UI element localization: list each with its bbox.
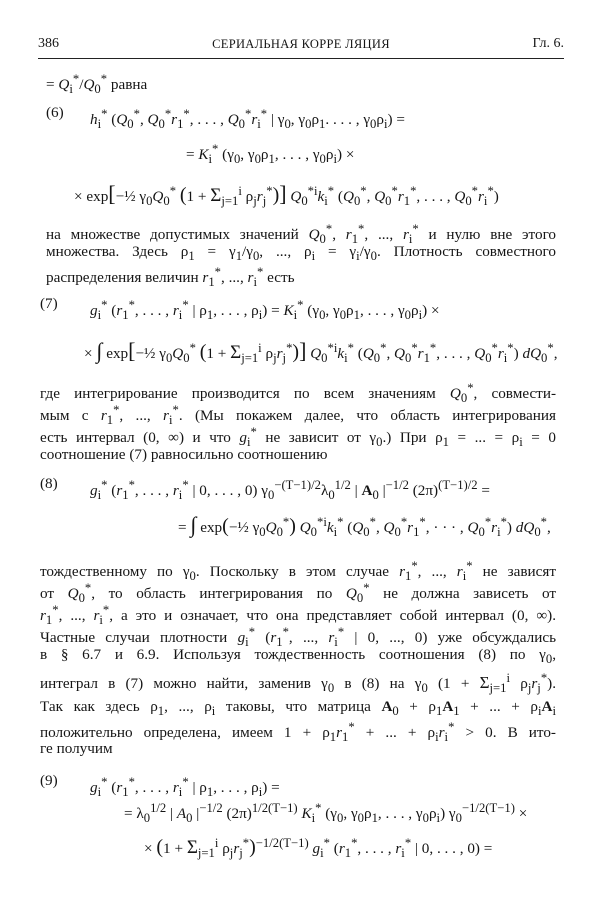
lead-fragment: = $Q_i^*/Q_0^*$ равна bbox=[46, 72, 148, 97]
text-line: в § 6.7 и 6.9. Используя тождественность соотношения (8) по $\gamma_0$, bbox=[40, 646, 556, 667]
equation-9-line-1: $g_i^*$ ($r_1^*$, . . . , $r_i^*$ | $\rho_1$, . . . , $\rho_i$) = bbox=[90, 775, 280, 800]
text-line: мым с $r_1^*$, ..., $r_i^*$. (Мы покажем далее, что область интегрирования bbox=[40, 403, 557, 428]
running-header bbox=[38, 36, 564, 59]
text-line: есть интервал (0, ∞) и что $g_i^*$ не зависит от $\gamma_0$.) При $\rho_1$ = ... = $\rho_i = 0$ bbox=[40, 425, 556, 450]
equation-8-line-1: $g_i^*$ ($r_1^*$, . . . , $r_i^*$ | 0, . . . , 0) $\gamma_0^{-(T-1)/2}\lambda_0^{1/2}$ | $A_0$ $|^{-1/2}$ $(2\pi)^{(T-1)/2}$ = bbox=[90, 478, 490, 503]
text-line: соотношение (7) равносильно соотношению bbox=[40, 446, 328, 463]
text-line: тождественному по $\gamma_0$. Поскольку в этом случае $r_1^*$, ..., $r_i^*$ не зависят bbox=[40, 559, 557, 584]
text-line: множества. Здесь $\rho_1 = \gamma_1/\gamma_0$, ..., $\rho_i = \gamma_i/\gamma_0$. Плотность совместного bbox=[46, 243, 556, 264]
text-line bbox=[46, 70, 147, 99]
equation-label: (6) bbox=[46, 104, 64, 121]
text-line: где интегрирование производится по всем значениям $Q_0^*$, совмести- bbox=[40, 381, 557, 406]
page-number: 386 bbox=[38, 36, 59, 51]
text-line: интеграл в (7) можно найти, заменив $\gamma_0$ в (8) на $\gamma_0$ ($1 + \Sigma_{j=1}^i$ $\rho_jr_j^*$). bbox=[40, 671, 556, 696]
equation-6-line-3: × exp[−½ $\gamma_0Q_0^*$ ($1 + \Sigma_{j=1}^i$ $\rho_jr_j^*$)] $Q_0^{*i}k_i^*$ ($Q_0^*$, $Q_0^*r_1^*$, . . . , $Q_0^*r_i^*$) bbox=[74, 181, 499, 209]
equation-7-line-1: $g_i^*$ ($r_1^*$, . . . , $r_i^*$ | $\rho_1$, . . . , $\rho_i) = K_i^*$ ($\gamma_0$, $\gamma_0\rho_1$, . . . , $\gamma_0\rho_i$) × bbox=[90, 298, 440, 323]
equation-7-line-2: × ∫ exp[−½ $\gamma_0Q_0^*$ ($1 + \Sigma_{j=1}^i$ $\rho_jr_j^*$)] $Q_0^{*i}k_i^*$ ($Q_0^*$, $Q_0^*r_1^*$, . . . , $Q_0^*r_i^*$) $dQ_0^*$, bbox=[84, 338, 558, 366]
equation-6-line-2: = $K_i^*$ ($\gamma_0$, $\gamma_0\rho_1$, . . . , $\gamma_0\rho_i$) × bbox=[186, 142, 355, 167]
text-line: $r_1^*$, ..., $r_i^*$, а это и означает, что она представляет собой интервал (0, ∞). bbox=[40, 603, 556, 628]
text-line: положительно определена, имеем $1 + \rho_1r_1^*$ + ... + $\rho_ir_i^* > 0$. В ито- bbox=[40, 720, 556, 745]
text-line: ге получим bbox=[40, 740, 113, 757]
equation-9-line-3: × ($1 + \Sigma_{j=1}^i$ $\rho_jr_j^*)^{-1/2(T-1)}$ $g_i^*$ ($r_1^*$, . . . , $r_i^*$ | 0, . . . , 0) = bbox=[144, 836, 493, 861]
text-line: распределения величин $r_1^*$, ..., $r_i^*$ есть bbox=[46, 265, 295, 290]
equation-8-line-2: = ∫ exp(−½ $\gamma_0Q_0^*$) $Q_0^{*i}k_i^*$ ($Q_0^*$, $Q_0^*r_1^*$, · · · , $Q_0^*r_i^*$) $dQ_0^*$, bbox=[178, 512, 551, 540]
equation-label: (8) bbox=[40, 475, 58, 492]
equation-6-line-1: $h_i^*$ ($Q_0^*$, $Q_0^*r_1^*$, . . . , $Q_0^*r_i^*$ | $\gamma_0$, $\gamma_0\rho_1$. . . . , $\gamma_0\rho_i$) = bbox=[90, 107, 405, 132]
text-line: Так как здесь $\rho_1$, ..., $\rho_i$ таковы, что матрица $A_0 + \rho_1A_1$ + ... + $\rho_iA_i$ bbox=[40, 698, 556, 719]
text-line: от $Q_0^*$, то область интегрирования по $Q_0^*$ не должна зависеть от bbox=[40, 581, 557, 606]
equation-9-line-2: = $\lambda_0^{1/2}$ | $A_0$ $|^{-1/2}$ $(2\pi)^{1/2(T-1)}$ $K_i^*$ ($\gamma_0$, $\gamma_0\rho_1$, . . . , $\gamma_0\rho_i$) $\gamma_0^{-1/2(T-1)}$ × bbox=[124, 801, 528, 826]
text-line: Частные случаи плотности $g_i^*$ ($r_1^*$, ..., $r_i^*$ | 0, ..., 0) уже обсуждались bbox=[40, 625, 557, 650]
chapter-label: Гл. 6. bbox=[532, 36, 564, 51]
equation-label: (7) bbox=[40, 295, 58, 312]
equation-label: (9) bbox=[40, 772, 58, 789]
running-title: СЕРИАЛЬНАЯ КОРРЕ ЛЯЦИЯ bbox=[212, 37, 390, 51]
text-line: на множестве допустимых значений $Q_0^*$, $r_1^*$, ..., $r_i^*$ и нулю вне этого bbox=[46, 222, 557, 247]
